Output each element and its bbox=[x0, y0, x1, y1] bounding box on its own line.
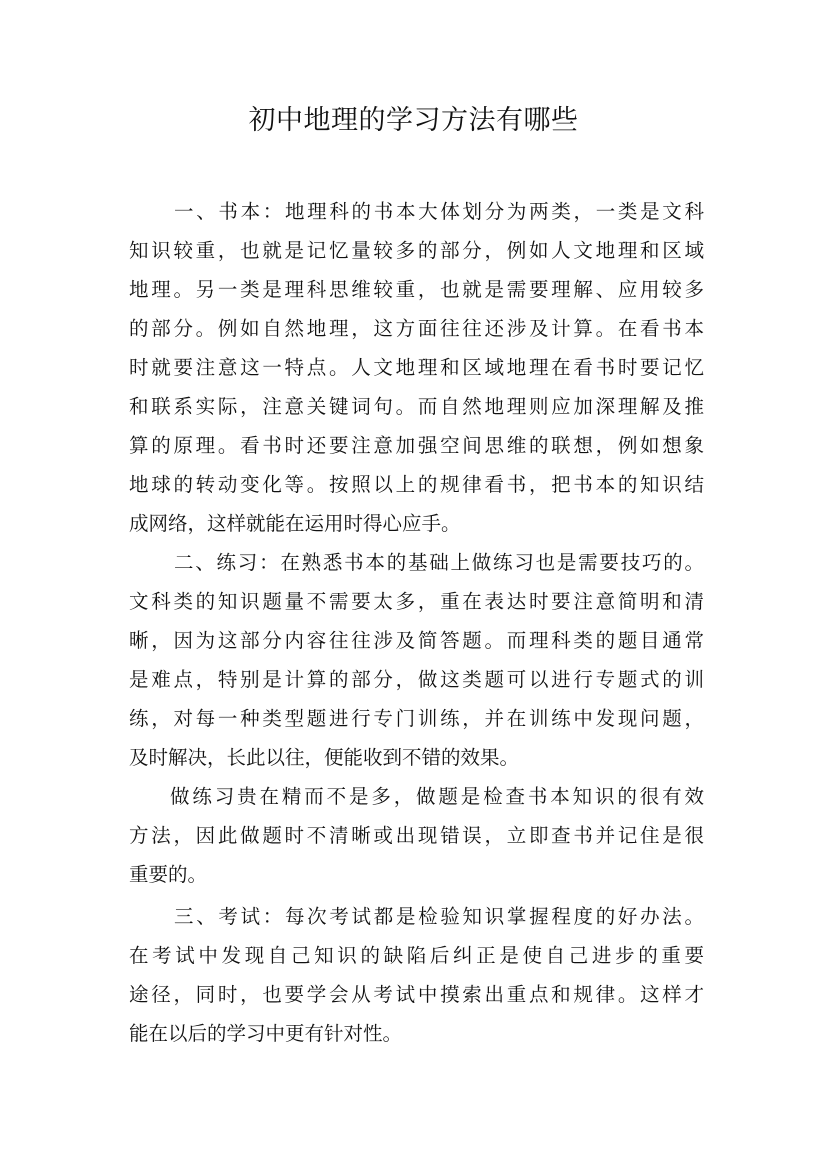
paragraph-line: 二、练习：在熟悉书本的基础上做练习也是需要技巧的。 bbox=[174, 551, 704, 574]
paragraph-line: 及时解决，长此以往，便能收到不错的效果。 bbox=[129, 746, 520, 769]
paragraph-line: 成网络，这样就能在运用时得心应手。 bbox=[129, 512, 461, 535]
paragraph-line: 做练习贵在精而不是多，做题是检查书本知识的很有效 bbox=[170, 785, 704, 808]
paragraph-line: 地球的转动变化等。按照以上的规律看书，把书本的知识结 bbox=[129, 473, 704, 496]
paragraph-line: 在考试中发现自己知识的缺陷后纠正是使自己进步的重要 bbox=[129, 944, 704, 967]
paragraph-line: 时就要注意这一特点。人文地理和区域地理在看书时要记忆 bbox=[129, 356, 704, 379]
paragraph-line: 晰，因为这部分内容往往涉及简答题。而理科类的题目通常 bbox=[129, 629, 704, 652]
paragraph-line: 方法，因此做题时不清晰或出现错误，立即查书并记住是很 bbox=[129, 824, 704, 847]
paragraph-line: 和联系实际，注意关键词句。而自然地理则应加深理解及推 bbox=[129, 395, 704, 418]
paragraph-line: 重要的。 bbox=[129, 863, 208, 886]
paragraph-line: 知识较重，也就是记忆量较多的部分，例如人文地理和区域 bbox=[129, 239, 704, 262]
paragraph-line: 地理。另一类是理科思维较重，也就是需要理解、应用较多 bbox=[129, 278, 704, 301]
paragraph-line: 途径，同时，也要学会从考试中摸索出重点和规律。这样才 bbox=[129, 983, 704, 1006]
paragraph-line: 三、考试：每次考试都是检验知识掌握程度的好办法。 bbox=[174, 905, 704, 928]
paragraph-line: 一、书本：地理科的书本大体划分为两类，一类是文科 bbox=[174, 200, 704, 223]
document-title: 初中地理的学习方法有哪些 bbox=[248, 105, 579, 136]
paragraph-line: 能在以后的学习中更有针对性。 bbox=[129, 1022, 403, 1045]
paragraph-line: 文科类的知识题量不需要太多，重在表达时要注意简明和清 bbox=[129, 590, 704, 613]
paragraph-line: 的部分。例如自然地理，这方面往往还涉及计算。在看书本 bbox=[129, 317, 704, 340]
paragraph-line: 是难点，特别是计算的部分，做这类题可以进行专题式的训 bbox=[129, 668, 704, 691]
paragraph-line: 算的原理。看书时还要注意加强空间思维的联想，例如想象 bbox=[129, 434, 704, 457]
paragraph-line: 练，对每一种类型题进行专门训练，并在训练中发现问题， bbox=[129, 707, 704, 730]
